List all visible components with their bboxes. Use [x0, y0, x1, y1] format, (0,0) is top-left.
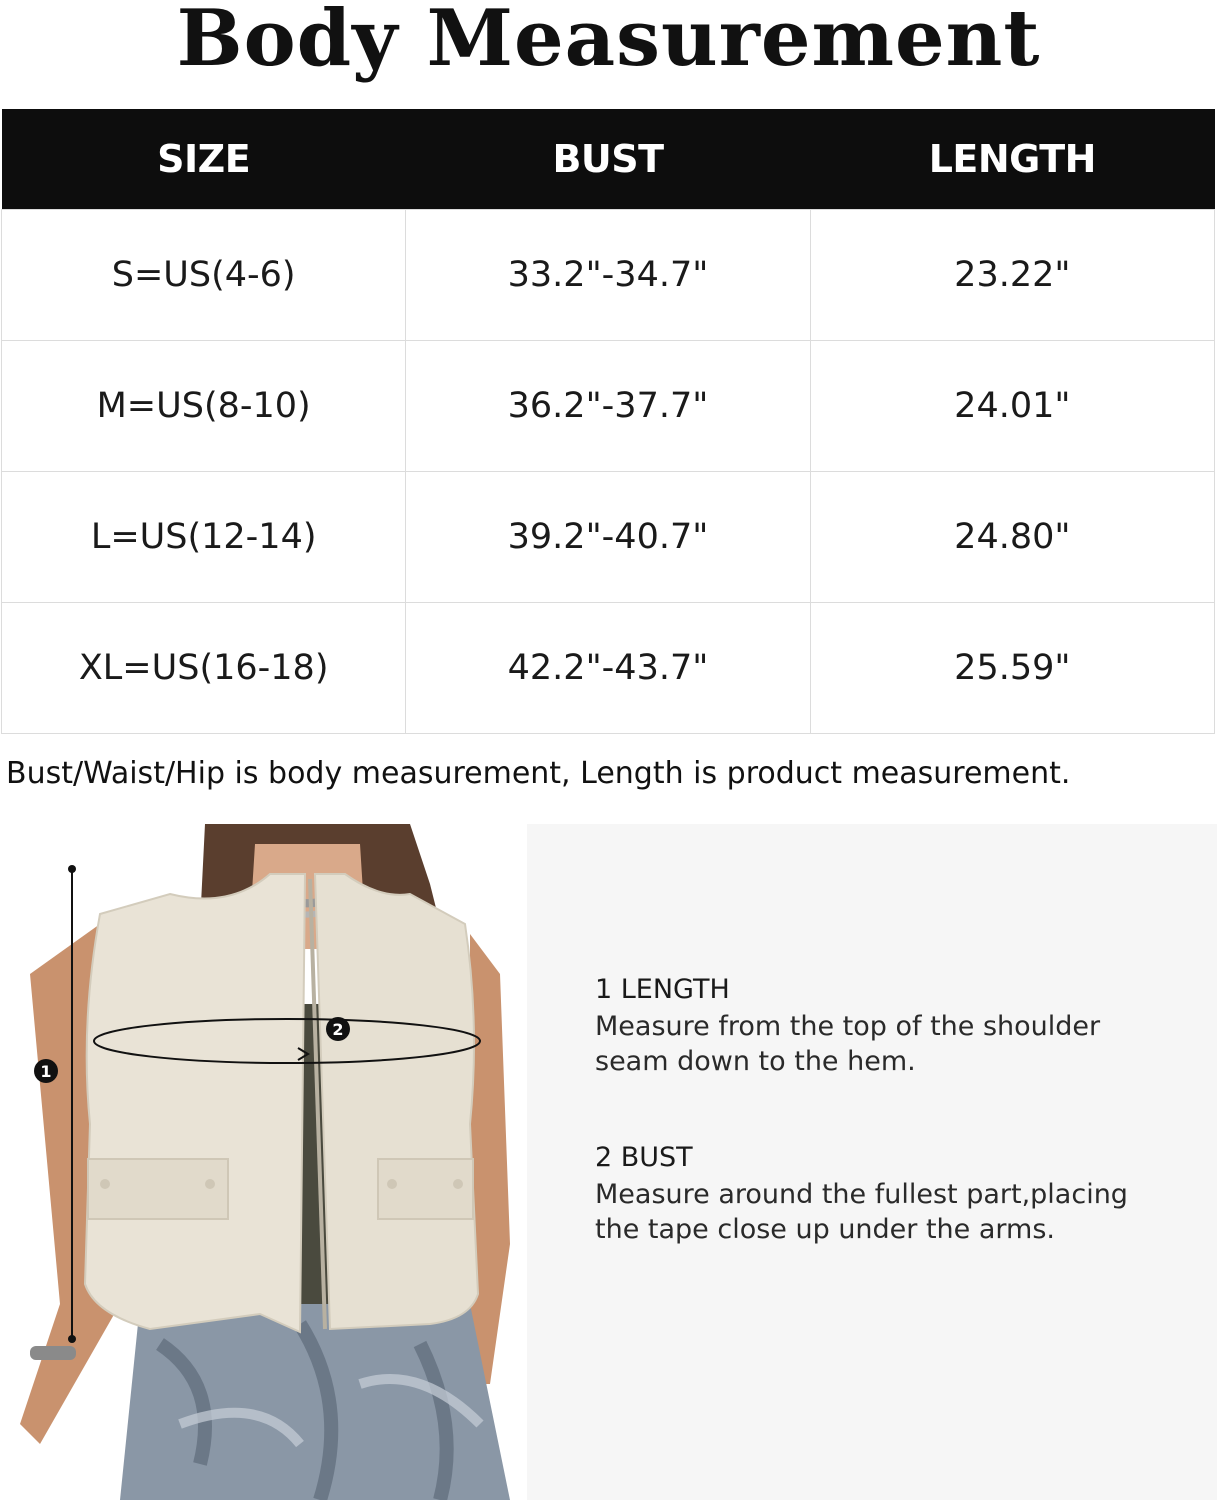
length-instruction — [595, 974, 1195, 1079]
cell-bust: 39.2"-40.7" — [406, 472, 810, 603]
measurement-note: Bust/Waist/Hip is body measurement, Length is product measurement. — [6, 756, 1071, 791]
cell-size: S=US(4-6) — [2, 210, 406, 341]
table-row — [2, 210, 1215, 341]
cell-size: M=US(8-10) — [2, 341, 406, 472]
size-chart-table — [1, 109, 1215, 734]
cell-size: XL=US(16-18) — [2, 603, 406, 734]
vest-measurement-photo — [0, 824, 527, 1500]
bust-instruction — [595, 1142, 1195, 1247]
cell-bust: 33.2"-34.7" — [406, 210, 810, 341]
table-header-row — [2, 109, 1215, 210]
header-length: LENGTH — [810, 109, 1214, 210]
table-row — [2, 603, 1215, 734]
table-row — [2, 341, 1215, 472]
cell-size: L=US(12-14) — [2, 472, 406, 603]
cell-length: 23.22" — [810, 210, 1214, 341]
length-instruction-title: 1 LENGTH — [595, 974, 730, 1005]
length-marker-label: 1 — [40, 1062, 52, 1081]
header-size: SIZE — [2, 109, 406, 210]
cell-length: 24.80" — [810, 472, 1214, 603]
bust-instruction-title: 2 BUST — [595, 1142, 693, 1173]
length-instruction-text: Measure from the top of the shoulder seam down to the hem. — [595, 1011, 1101, 1077]
header-bust: BUST — [406, 109, 810, 210]
measurement-instructions-panel — [527, 824, 1217, 1500]
table-row — [2, 472, 1215, 603]
cell-bust: 42.2"-43.7" — [406, 603, 810, 734]
cell-length: 24.01" — [810, 341, 1214, 472]
cell-length: 25.59" — [810, 603, 1214, 734]
bust-marker-label: 2 — [332, 1020, 344, 1039]
bust-instruction-text: Measure around the fullest part,placing the tape close up under the arms. — [595, 1179, 1128, 1245]
cell-bust: 36.2"-37.7" — [406, 341, 810, 472]
page-title: Body Measurement — [176, 0, 1041, 84]
